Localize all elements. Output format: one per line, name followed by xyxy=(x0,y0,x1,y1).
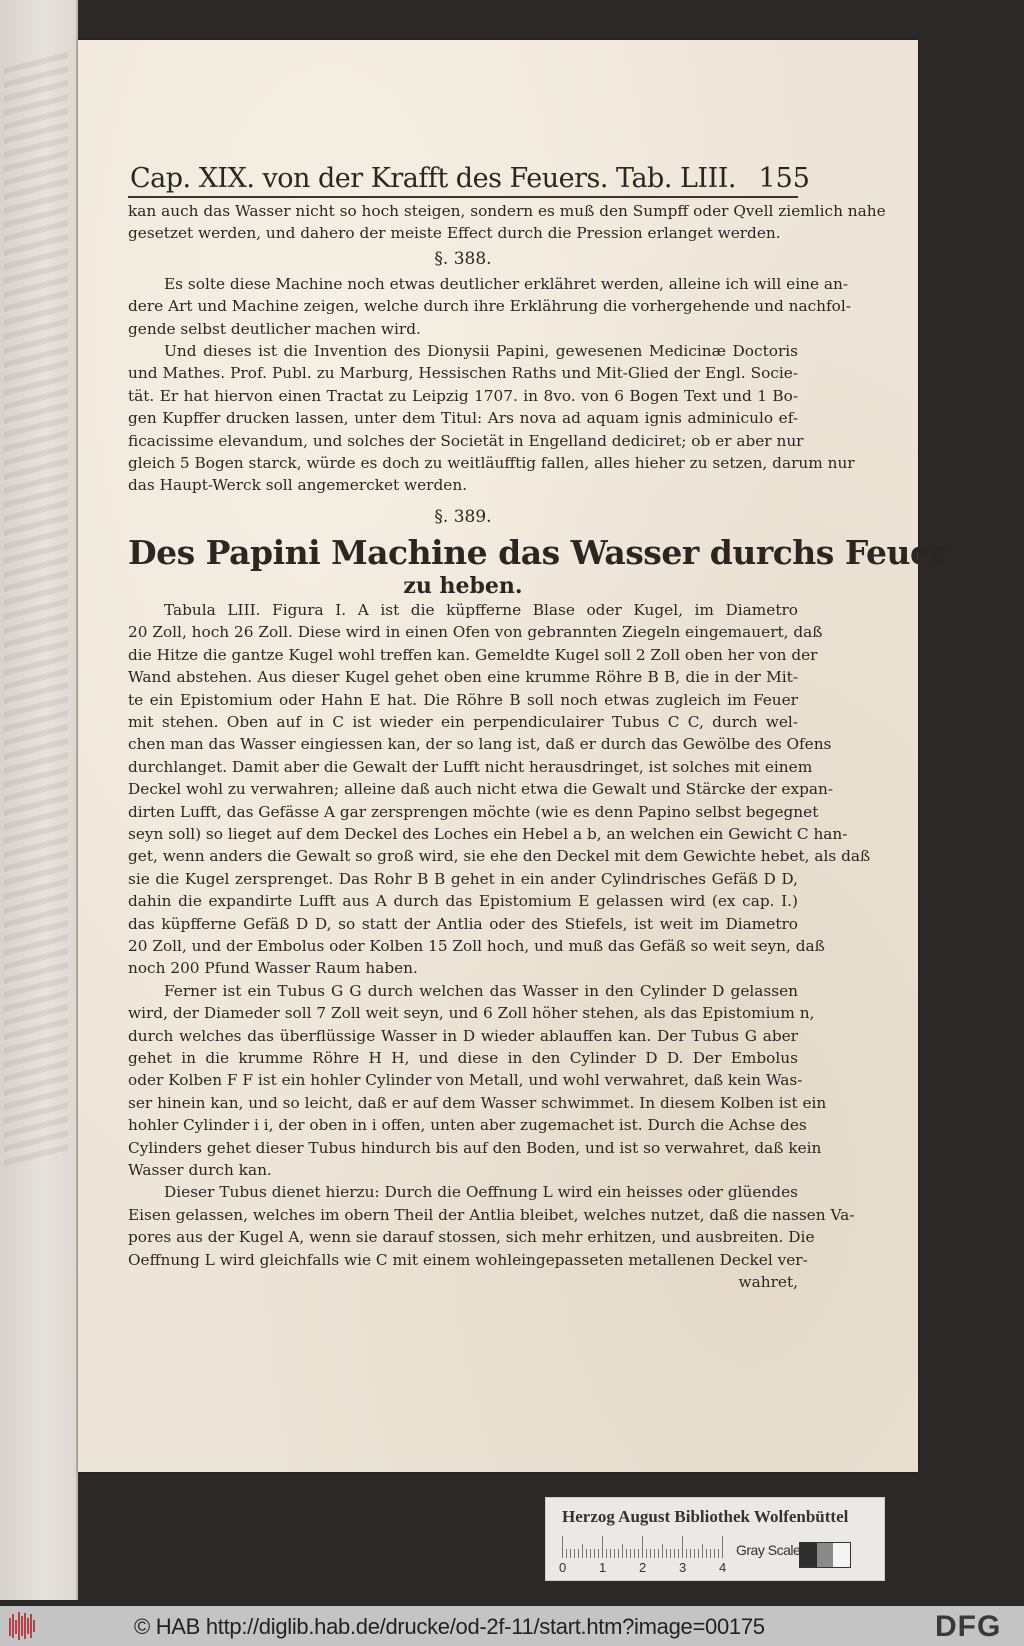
text-line: und Mathes. Prof. Publ. zu Marburg, Hessischen Raths und Mit-Glied der Engl. Socie- xyxy=(128,364,798,383)
gray-swatch-light xyxy=(833,1543,850,1567)
facing-page-edge xyxy=(0,0,78,1600)
ruler-tick xyxy=(678,1549,679,1558)
text-line: dirten Lufft, das Gefässe A gar zersprengen möchte (wie es denn Papino selbst begegnet xyxy=(128,802,819,821)
text-line: oder Kolben F F ist ein hohler Cylinder von Metall, und wohl verwahret, daß kein Was- xyxy=(128,1071,803,1090)
text-line: mit stehen. Oben auf in C ist wieder ein perpendiculairer Tubus C C, durch wel- xyxy=(128,712,798,731)
text-line: die Hitze die gantze Kugel wohl treffen kan. Gemeldte Kugel soll 2 Zoll oben her von der xyxy=(128,645,818,664)
catchword: wahret, xyxy=(738,1273,798,1292)
dfg-logo: DFG xyxy=(935,1610,1002,1643)
text-line: 20 Zoll, hoch 26 Zoll. Diese wird in einen Ofen von gebrannten Ziegeln eingemauert, daß xyxy=(128,623,823,642)
page-number: 155 xyxy=(758,163,810,194)
text-line: chen man das Wasser eingiessen kan, der so lang ist, daß er durch das Gewölbe des Ofens xyxy=(128,735,832,754)
ruler-tick xyxy=(602,1536,603,1558)
text-line: durch welches das überflüssige Wasser in D wieder ablauffen kan. Der Tubus G aber xyxy=(128,1026,798,1045)
text-line: Deckel wohl zu verwahren; alleine daß auch nicht etwa die Gewalt und Stärcke der expan- xyxy=(128,780,834,799)
ruler-tick xyxy=(694,1549,695,1558)
ruler-tick xyxy=(654,1549,655,1558)
ruler-tick xyxy=(670,1549,671,1558)
text-line: Wasser durch kan. xyxy=(128,1161,272,1180)
ruler-tick xyxy=(706,1549,707,1558)
scale-card xyxy=(545,1497,885,1581)
text-line: dahin die expandirte Lufft aus A durch das Epistomium E gelassen wird (ex cap. I.) xyxy=(128,892,798,911)
text-line: Wand abstehen. Aus dieser Kugel gehet oben eine krumme Röhre B B, die in der Mit- xyxy=(128,668,798,687)
text-line: ficacissime elevandum, und solches der Societät in Engelland dediciret; ob er aber nur xyxy=(128,431,804,450)
running-head-title: Cap. XIX. von der Krafft des Feuers. Tab. LIII. xyxy=(130,163,737,194)
text-line: te ein Epistomium oder Hahn E hat. Die Röhre B soll noch etwas zugleich im Feuer xyxy=(128,690,798,709)
text-line: 20 Zoll, und der Embolus oder Kolben 15 Zoll hoch, und muß das Gefäß so weit seyn, daß xyxy=(128,936,825,955)
gray-scale-swatch xyxy=(799,1542,851,1568)
gray-swatch-dark xyxy=(800,1543,817,1567)
text-line: pores aus der Kugel A, wenn sie darauf stossen, sich mehr erhitzen, und ausbreiten. Die xyxy=(128,1228,815,1247)
text-line: gesetzet werden, und dahero der meiste Effect durch die Pression erlanget werden. xyxy=(128,224,781,243)
text-line: gen Kupffer drucken lassen, unter dem Titul: Ars nova ad aquam ignis adminiculo ef- xyxy=(128,409,798,428)
ruler-tick xyxy=(674,1549,675,1558)
text-line: sie die Kugel zersprenget. Das Rohr B B gehet in ein ander Cylindrisches Gefäß D D, xyxy=(128,869,798,888)
ruler-tick xyxy=(598,1549,599,1558)
ruler-number: 3 xyxy=(679,1560,687,1575)
ruler-tick xyxy=(594,1549,595,1558)
text-line: gende selbst deutlicher machen wird. xyxy=(128,319,421,338)
text-line: noch 200 Pfund Wasser Raum haben. xyxy=(128,959,418,978)
text-line: dere Art und Machine zeigen, welche durch ihre Erklährung die vorhergehende und nachfol- xyxy=(128,297,851,316)
ruler-tick xyxy=(666,1549,667,1558)
ruler-tick xyxy=(606,1549,607,1558)
section-heading: Des Papini Machine das Wasser durchs Feuer xyxy=(128,532,948,572)
gray-swatch-mid xyxy=(817,1543,834,1567)
ruler xyxy=(562,1536,724,1558)
ruler-tick xyxy=(618,1549,619,1558)
text-line: Oeffnung L wird gleichfalls wie C mit einem wohleingepasseten metallenen Deckel ver- xyxy=(128,1250,808,1269)
ruler-tick xyxy=(582,1544,583,1558)
ruler-tick xyxy=(642,1536,643,1558)
text-line: get, wenn anders die Gewalt so groß wird, sie ehe den Deckel mit dem Gewichte hebet, als daß xyxy=(128,847,871,866)
ruler-tick xyxy=(658,1549,659,1558)
ruler-tick xyxy=(566,1549,567,1558)
footer-bar xyxy=(0,1606,1024,1646)
ruler-tick xyxy=(698,1549,699,1558)
text-line: Es solte diese Machine noch etwas deutlicher erklähret werden, alleine ich will eine an- xyxy=(164,274,849,293)
ruler-tick xyxy=(634,1549,635,1558)
text-line: Und dieses ist die Invention des Dionysii Papini, gewesenen Medicinæ Doctoris xyxy=(164,342,798,361)
ruler-tick xyxy=(610,1549,611,1558)
text-line: Tabula LIII. Figura I. A ist die küpfferne Blase oder Kugel, im Diametro xyxy=(164,600,798,619)
text-line: tät. Er hat hiervon einen Tractat zu Leipzig 1707. in 8vo. von 6 Bogen Text und 1 Bo- xyxy=(128,386,798,405)
facing-page-bleedthrough xyxy=(4,52,68,1168)
text-line: seyn soll) so lieget auf dem Deckel des Loches ein Hebel a b, an welchen ein Gewicht C han- xyxy=(128,824,848,843)
text-line: das Haupt-Werck soll angemercket werden. xyxy=(128,476,468,495)
ruler-number: 1 xyxy=(599,1560,607,1575)
copyright-url[interactable]: © HAB http://diglib.hab.de/drucke/od-2f-11/start.htm?image=00175 xyxy=(134,1614,765,1639)
ruler-number: 4 xyxy=(719,1560,727,1575)
text-line: ser hinein kan, und so leicht, daß er auf dem Wasser schwimmet. In diesem Kolben ist ein xyxy=(128,1093,827,1112)
ruler-tick xyxy=(570,1549,571,1558)
ruler-tick xyxy=(662,1544,663,1558)
text-line: gehet in die krumme Röhre H H, und diese in den Cylinder D D. Der Embolus xyxy=(128,1049,798,1067)
ruler-tick xyxy=(622,1544,623,1558)
text-line: durchlanget. Damit aber die Gewalt der Lufft nicht herausdringet, ist solches mit einem xyxy=(128,757,813,776)
text-line: Dieser Tubus dienet hierzu: Durch die Oeffnung L wird ein heisses oder glüendes xyxy=(164,1183,798,1202)
library-name: Herzog August Bibliothek Wolfenbüttel xyxy=(562,1507,849,1526)
text-line: Eisen gelassen, welches im obern Theil der Antlia bleibet, welches nutzet, daß die nassen Va- xyxy=(128,1205,855,1224)
text-line: das küpfferne Gefäß D D, so statt der Antlia oder des Stiefels, ist weit im Diametro xyxy=(128,914,798,933)
text-line: Cylinders gehet dieser Tubus hindurch bis auf den Boden, und ist so verwahret, daß kein xyxy=(128,1138,822,1157)
ruler-tick xyxy=(718,1549,719,1558)
text-line: kan auch das Wasser nicht so hoch steigen, sondern es muß den Sumpff oder Qvell ziemlich nahe xyxy=(128,202,886,220)
hab-logo-icon xyxy=(4,1610,44,1642)
ruler-tick xyxy=(574,1549,575,1558)
text-line: gleich 5 Bogen starck, würde es doch zu weitläufftig fallen, alles hieher zu setzen, darum nur xyxy=(128,454,855,473)
section-number-389: §. 389. xyxy=(434,506,492,527)
ruler-tick xyxy=(630,1549,631,1558)
ruler-tick xyxy=(590,1549,591,1558)
ruler-tick xyxy=(714,1549,715,1558)
ruler-number: 0 xyxy=(559,1560,567,1575)
page-body xyxy=(128,200,948,1293)
ruler-tick xyxy=(702,1544,703,1558)
text-line: hohler Cylinder i i, der oben in i offen, unten aber zugemachet ist. Durch die Achse des xyxy=(128,1116,807,1135)
ruler-tick xyxy=(586,1549,587,1558)
ruler-tick xyxy=(578,1549,579,1558)
ruler-tick xyxy=(690,1549,691,1558)
ruler-tick xyxy=(562,1536,563,1558)
running-head xyxy=(130,150,810,194)
text-line: Ferner ist ein Tubus G G durch welchen das Wasser in den Cylinder D gelassen xyxy=(164,981,798,1000)
section-number-388: §. 388. xyxy=(434,248,492,269)
ruler-tick xyxy=(646,1549,647,1558)
header-rule xyxy=(128,196,798,198)
ruler-tick xyxy=(686,1549,687,1558)
ruler-tick xyxy=(722,1536,723,1558)
ruler-tick xyxy=(710,1549,711,1558)
ruler-tick xyxy=(638,1549,639,1558)
ruler-tick xyxy=(614,1549,615,1558)
ruler-tick xyxy=(626,1549,627,1558)
ruler-tick xyxy=(682,1536,683,1558)
ruler-number: 2 xyxy=(639,1560,647,1575)
gray-scale-label: Gray Scale xyxy=(736,1542,801,1558)
text-line: wird, der Diameder soll 7 Zoll weit seyn, und 6 Zoll höher stehen, als das Epistomium n, xyxy=(128,1004,815,1023)
section-subheading: zu heben. xyxy=(403,572,523,599)
ruler-tick xyxy=(650,1549,651,1558)
